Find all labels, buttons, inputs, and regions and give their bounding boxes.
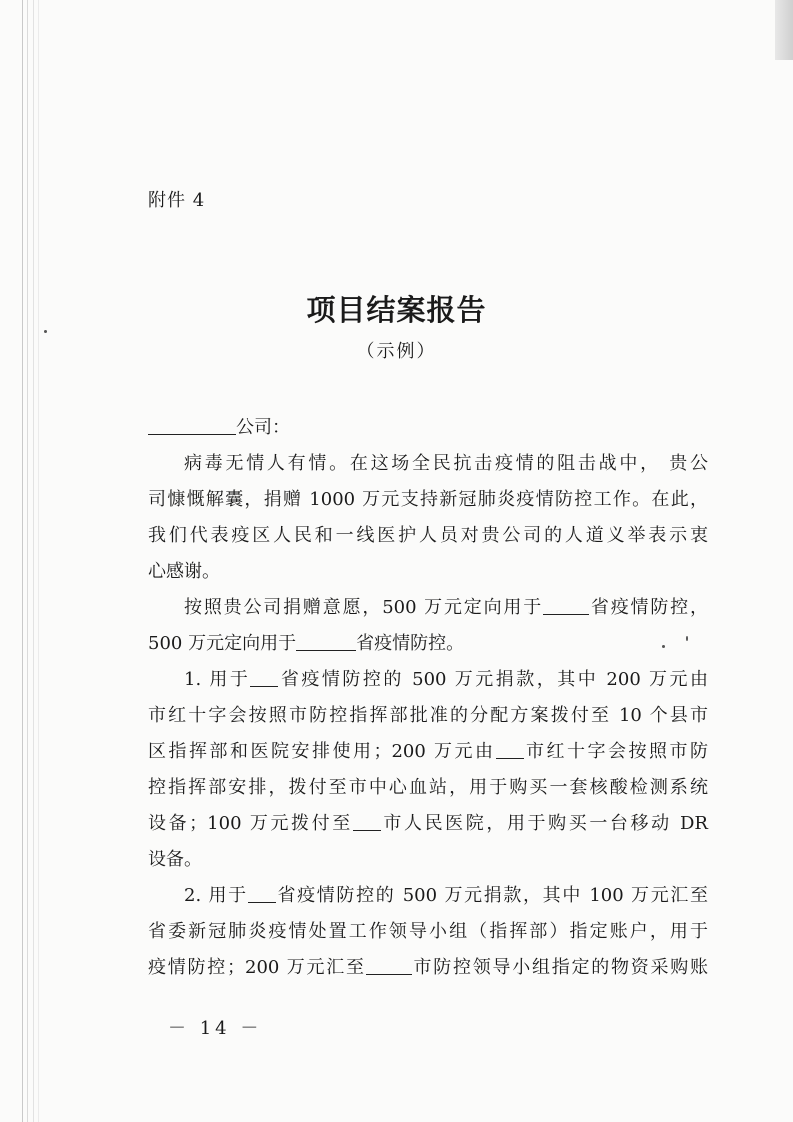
blank-line (353, 810, 381, 831)
blank-line (296, 630, 356, 651)
paragraph-2: 按照贵公司捐赠意愿，500 万元定向用于 省疫情防控， 500 万元定向用于 省疫情防控。 (148, 590, 708, 662)
scan-edge-line (33, 0, 34, 1122)
paragraph-3: 1. 用于 省疫情防控的 500 万元捐款，其中 200 万元由 市红十字会按照市防控指挥部批准的分配方案拨付至 10 个县市 区指挥部和医院安排使用；200 万元由 市红十字会按照市防 控指挥部安排，拨付至市中心血站，用于购买一套核酸检测系统 设备；100 万元拨付至 市人民医院，用于购买一台移动 DR 设备。 (148, 662, 708, 878)
blank-line (250, 666, 278, 687)
blank-line (366, 954, 412, 975)
blank-line (496, 738, 524, 759)
document-title: 项目结案报告 (306, 293, 487, 327)
scan-speck (44, 330, 47, 333)
scan-edge-line (38, 0, 39, 1122)
document-body (148, 410, 708, 986)
blank-line (248, 882, 276, 903)
blank-line (148, 414, 236, 435)
salutation: 公司： (148, 410, 708, 446)
paragraph-1: 病毒无情人有情。在这场全民抗击疫情的阻击战中， 贵公 司慷慨解囊，捐赠 1000 万元支持新冠肺炎疫情防控工作。在此， 我们代表疫区人民和一线医护人员对贵公司的人道义举表示衷 心感谢。 (148, 453, 708, 582)
scan-edge-line (22, 0, 23, 1122)
attachment-label: 附件 4 (148, 190, 206, 211)
page-number: － 14 － (168, 1018, 263, 1039)
paragraph-4: 2. 用于 省疫情防控的 500 万元捐款，其中 100 万元汇至 省委新冠肺炎疫情处置工作领导小组（指挥部）指定账户，用于 疫情防控；200 万元汇至 市防控领导小组指定的物资采购账 (148, 878, 708, 986)
document-subtitle: （示例） (356, 341, 437, 362)
scan-corner-shadow (775, 0, 793, 60)
blank-line (543, 594, 589, 615)
scan-edge-line (27, 0, 28, 1122)
